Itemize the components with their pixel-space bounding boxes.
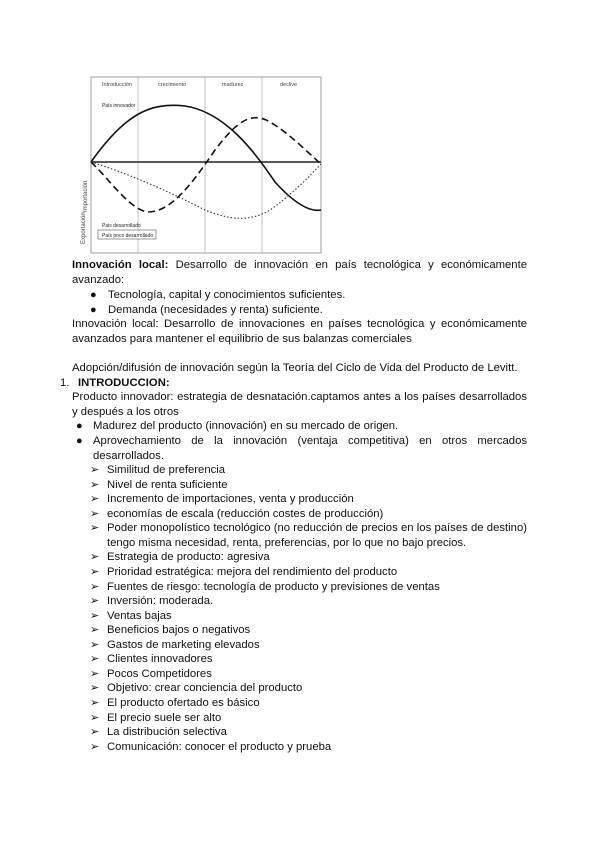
arrow-bullet-icon: ➢ — [90, 668, 100, 680]
stage-label: declive — [280, 82, 298, 88]
arrow-list-item: Inversión: moderada. — [107, 595, 214, 607]
arrow-list-item: economías de escala (reducción costes de producción) — [107, 508, 384, 520]
bullet-item: Demanda (necesidades y renta) suficiente. — [108, 304, 323, 316]
arrow-bullet-icon: ➢ — [90, 741, 100, 753]
y-axis-upper-label: Exportación — [81, 212, 87, 244]
paragraph-innovacion-local — [72, 258, 527, 287]
arrow-list-item: La distribución selectiva — [107, 726, 227, 738]
legend-innovator: País innovador — [102, 103, 136, 109]
bullet-item: Madurez del producto (innovación) en su mercado de origen. — [93, 420, 399, 432]
developed-curve — [91, 118, 321, 212]
bullet-dot: ● — [76, 435, 83, 447]
innovator-curve — [91, 105, 321, 210]
bullet-dot: ● — [76, 420, 83, 432]
arrow-bullet-icon: ➢ — [90, 595, 100, 607]
arrow-list-item: Prioridad estratégica: mejora del rendimiento del producto — [107, 566, 398, 578]
stage-label: madurez — [222, 82, 244, 88]
arrow-bullet-icon: ➢ — [90, 653, 100, 665]
bullet-item: Tecnología, capital y conocimientos suficientes. — [108, 289, 346, 301]
stage-label: crecimiento — [158, 82, 187, 88]
arrow-bullet-icon: ➢ — [90, 712, 100, 724]
stage-label: Introducción — [102, 82, 132, 88]
arrow-list-item: Estrategia de producto: agresiva — [107, 551, 270, 563]
arrow-list-item: Objetivo: crear conciencia del producto — [107, 682, 303, 694]
arrow-bullet-icon: ➢ — [90, 682, 100, 694]
arrow-list-item: El producto ofertado es básico — [107, 697, 260, 709]
paragraph-adopcion: Adopción/difusión de innovación según la Teoría del Ciclo de Vida del Producto de Levitt. — [72, 362, 518, 374]
arrow-bullet-icon: ➢ — [90, 493, 100, 505]
paragraph-innovacion-local-2: Innovación local: Desarrollo de innovaciones en países tecnológica y económicamente avanzados para mantener el equilibrio de sus balanzas comerciales — [72, 318, 527, 345]
arrow-bullet-icon: ➢ — [90, 479, 100, 491]
arrow-bullet-icon: ➢ — [90, 697, 100, 709]
arrow-list-item: Ventas bajas — [107, 610, 172, 622]
arrow-bullet-icon: ➢ — [90, 581, 100, 593]
legend-developed: Pais desarrollado — [102, 223, 141, 229]
arrow-list-item: Nivel de renta suficiente — [107, 479, 228, 491]
paragraph-producto-innovador: Producto innovador: estrategia de desnatación.captamos antes a los países desarrollados y después a los otros — [72, 391, 527, 418]
bullet-dot: ● — [90, 304, 97, 316]
less-developed-curve — [91, 162, 321, 218]
arrow-bullet-icon: ➢ — [90, 639, 100, 651]
arrow-list-item: Poder monopolístico tecnológico (no reducción de precios en los países de destino) tengo misma necesidad, renta, preferencias, por lo que no bajo precios. — [107, 522, 527, 549]
section-heading — [78, 376, 170, 391]
life-cycle-diagram — [81, 72, 322, 254]
arrow-bullet-icon: ➢ — [90, 551, 100, 563]
section-number: 1. — [60, 377, 70, 389]
arrow-list-item: El precio suele ser alto — [107, 712, 222, 724]
arrow-list-item: Gastos de marketing elevados — [107, 639, 260, 651]
arrow-list-item: Clientes innovadores — [107, 653, 213, 665]
bold-term: Innovación local: — [72, 259, 169, 271]
arrow-list-item: Pocos Competidores — [107, 668, 212, 680]
bullet-dot: ● — [90, 289, 97, 301]
arrow-list-item: Incremento de importaciones, venta y producción — [107, 493, 354, 505]
arrow-list-item: Fuentes de riesgo: tecnología de producto y previsiones de ventas — [107, 581, 440, 593]
arrow-bullet-icon: ➢ — [90, 624, 100, 636]
legend-less-developed: País poco desarrollado — [102, 233, 154, 239]
paragraph-text: Desarrollo de innovación en país tecnológica y económicamente avanzado: — [72, 259, 527, 286]
arrow-list-item: Similitud de preferencia — [107, 464, 226, 476]
product-life-cycle-figure — [81, 72, 322, 254]
arrow-list-item: Comunicación: conocer el producto y prueba — [107, 741, 332, 753]
arrow-bullet-icon: ➢ — [90, 464, 100, 476]
section-title: INTRODUCCION: — [78, 377, 170, 389]
y-axis-lower-label: Importación — [83, 180, 89, 212]
arrow-bullet-icon: ➢ — [90, 610, 100, 622]
arrow-bullet-icon: ➢ — [90, 566, 100, 578]
arrow-bullet-icon: ➢ — [90, 508, 100, 520]
bullet-item: Aprovechamiento de la innovación (ventaja competitiva) en otros mercados desarrollados. — [93, 435, 527, 462]
arrow-list-item: Beneficios bajos o negativos — [107, 624, 251, 636]
arrow-bullet-icon: ➢ — [90, 522, 100, 534]
arrow-bullet-icon: ➢ — [90, 726, 100, 738]
